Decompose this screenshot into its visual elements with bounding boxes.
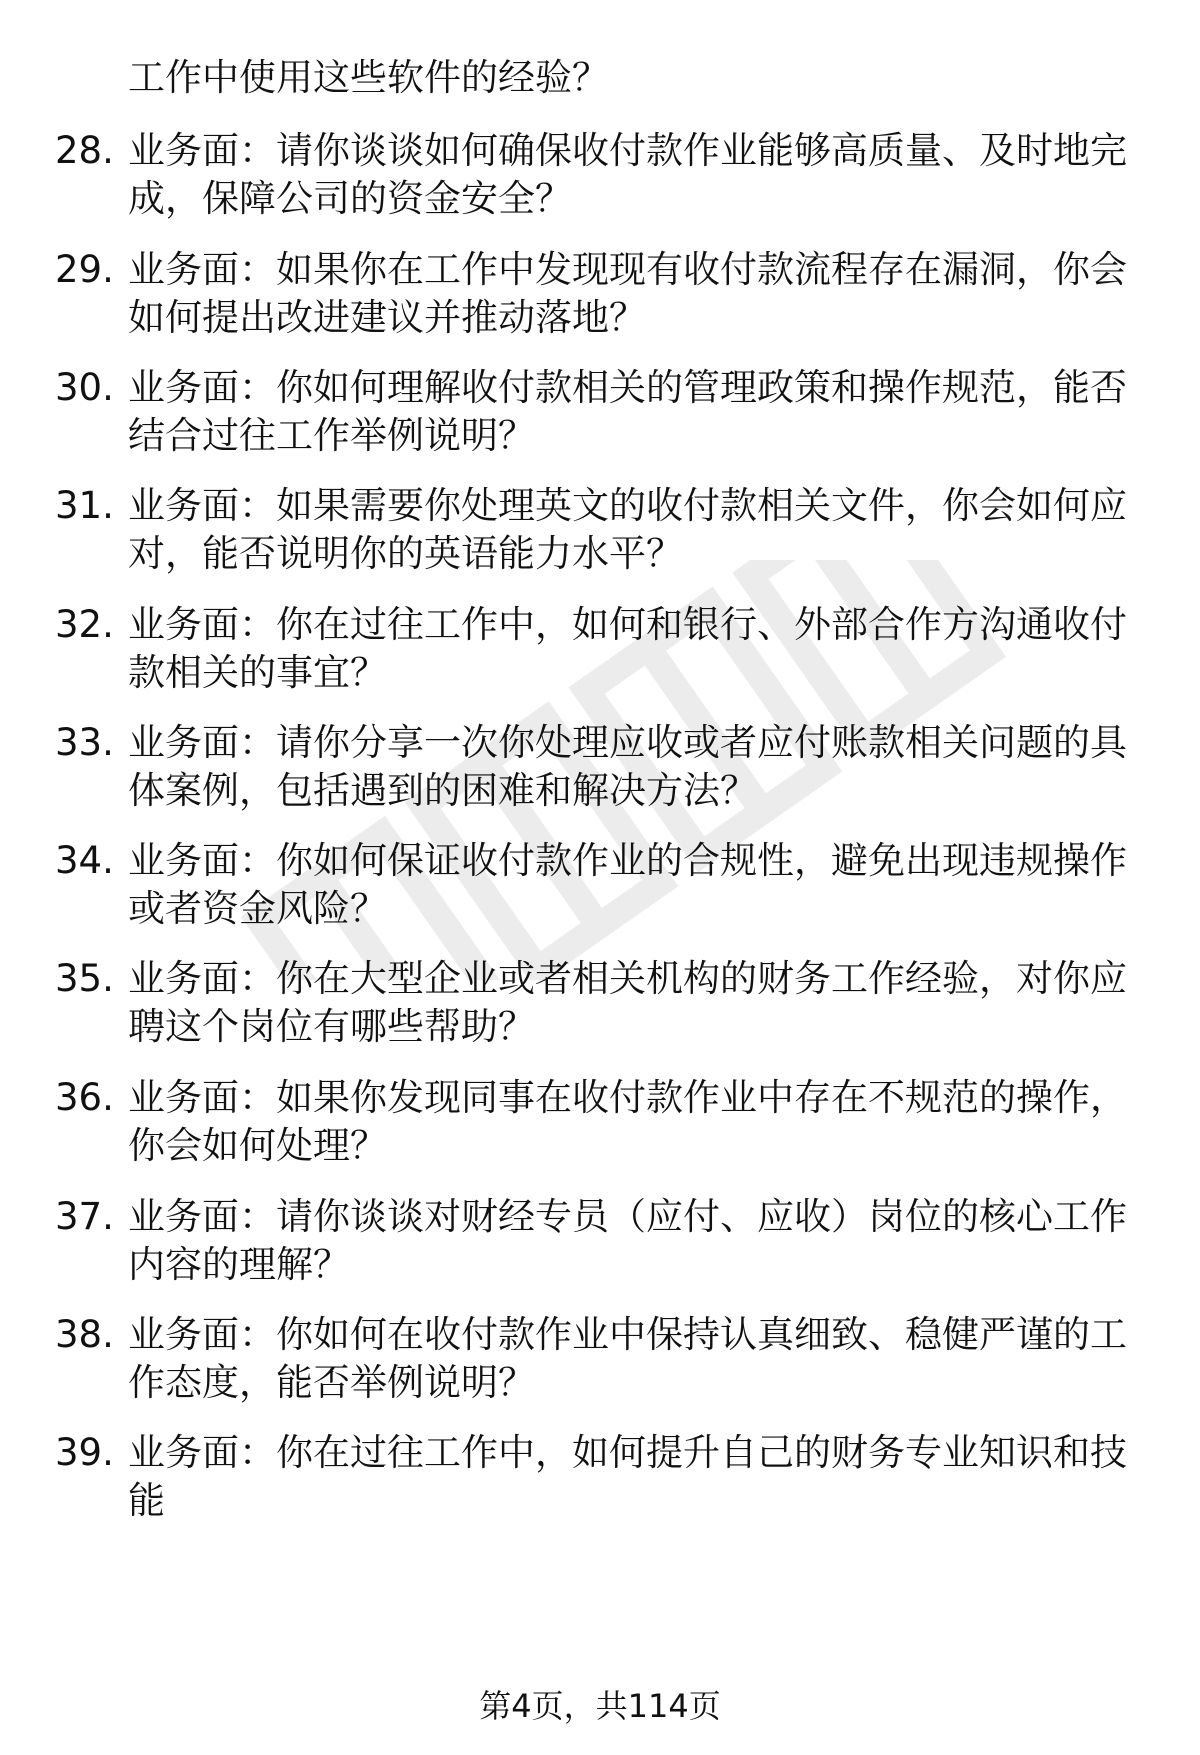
question-text: 业务面：你如何在收付款作业中保持认真细致、稳健严谨的工作态度，能否举例说明？ [128,1313,1127,1404]
question-text: 业务面：请你谈谈如何确保收付款作业能够高质量、及时地完成，保障公司的资金安全？ [128,129,1127,220]
question-number: 34. [55,839,114,882]
question-number: 38. [55,1313,114,1356]
question-number: 37. [55,1195,114,1238]
question-text: 业务面：请你谈谈对财经专员（应付、应收）岗位的核心工作内容的理解？ [128,1195,1127,1286]
question-number: 39. [55,1431,114,1474]
question-text: 业务面：你在大型企业或者相关机构的财务工作经验，对你应聘这个岗位有哪些帮助？ [128,957,1127,1048]
question-number: 31. [55,484,114,527]
question-text: 业务面：你在过往工作中，如何提升自己的财务专业知识和技能 [128,1431,1127,1522]
question-number: 28. [55,129,114,172]
question-number: 36. [55,1076,114,1119]
question-number: 35. [55,957,114,1000]
question-text: 业务面：你在过往工作中，如何和银行、外部合作方沟通收付款相关的事宜？ [128,603,1127,694]
page-footer: 第4页，共114页 [479,1687,721,1725]
question-text: 工作中使用这些软件的经验？ [128,56,609,99]
question-text: 业务面：如果你在工作中发现现有收付款流程存在漏洞，你会如何提出改进建议并推动落地？ [128,248,1127,339]
question-text: 业务面：你如何保证收付款作业的合规性，避免出现违规操作或者资金风险？ [128,839,1127,930]
question-text: 业务面：如果需要你处理英文的收付款相关文件，你会如何应对，能否说明你的英语能力水平？ [128,484,1127,575]
question-text: 业务面：如果你发现同事在收付款作业中存在不规范的操作，你会如何处理？ [128,1076,1127,1167]
question-text: 业务面：你如何理解收付款相关的管理政策和操作规范，能否结合过往工作举例说明？ [128,366,1127,457]
question-number: 30. [55,366,114,409]
question-number: 32. [55,603,114,646]
question-number: 33. [55,721,114,764]
question-number: 29. [55,248,114,291]
question-text: 业务面：请你分享一次你处理应收或者应付账款相关问题的具体案例，包括遇到的困难和解决方法？ [128,721,1127,812]
